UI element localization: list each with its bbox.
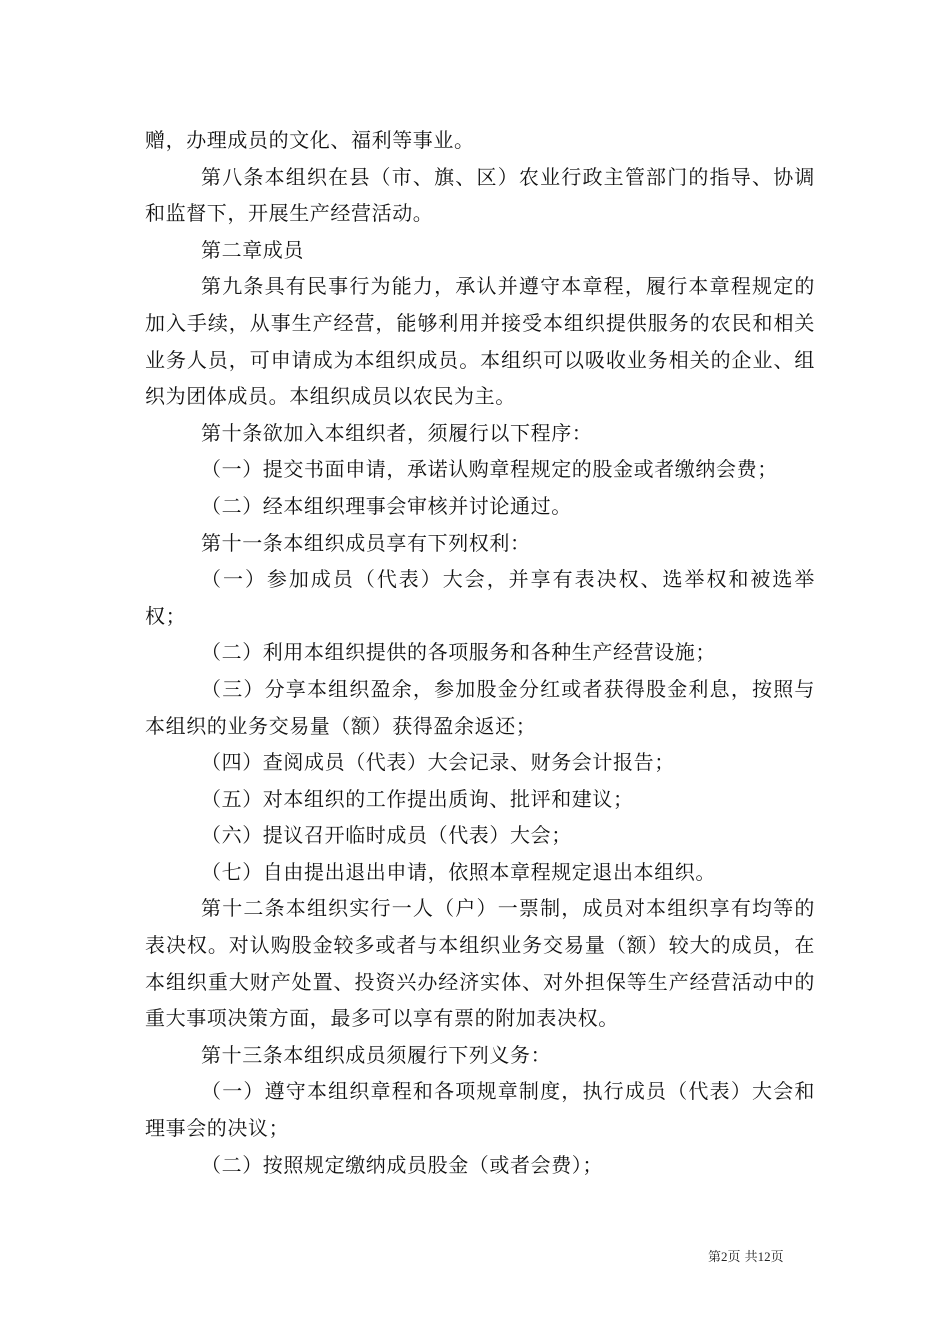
list-item: （四）查阅成员（代表）大会记录、财务会计报告； (201, 750, 675, 775)
footer-prefix: 第 (708, 1250, 722, 1265)
paragraph-article-10: 第十条欲加入本组织者，须履行以下程序： (201, 420, 593, 445)
footer-middle: 页 共 (727, 1250, 758, 1265)
document-body (145, 122, 815, 1183)
paragraph-article-9: 第九条具有民事行为能力，承认并遵守本章程，履行本章程规定的加入手续，从事生产经营，能够利用并接受本组织提供服务的农民和相关业务人员，可申请成为本组织成员。本组织可以吸收业务相关的企业、组织为团体成员。本组织成员以农民为主。 (145, 274, 815, 409)
list-item: （一）遵守本组织章程和各项规章制度，执行成员（代表）大会和理事会的决议； (145, 1079, 815, 1141)
list-item: （六）提议召开临时成员（代表）大会； (201, 823, 572, 848)
current-page-number: 2 (721, 1249, 728, 1264)
list-item: （一）参加成员（代表）大会，并享有表决权、选举权和被选举权； (145, 567, 815, 628)
paragraph-article-11: 第十一条本组织成员享有下列权利： (201, 530, 531, 555)
list-item: （三）分享本组织盈余，参加股金分红或者获得股金利息，按照与本组织的业务交易量（额）获得盈余返还； (145, 676, 815, 738)
paragraph-article-12: 第十二条本组织实行一人（户）一票制，成员对本组织享有均等的表决权。对认购股金较多或者与本组织业务交易量（额）较大的成员，在本组织重大财产处置、投资兴办经济实体、对外担保等生产经营活动中的重大事项决策方面，最多可以享有票的附加表决权。 (145, 896, 815, 1031)
list-item: （二）按照规定缴纳成员股金（或者会费）； (201, 1152, 603, 1177)
list-item: （一）提交书面申请，承诺认购章程规定的股金或者缴纳会费； (201, 457, 778, 482)
paragraph-article-8: 第八条本组织在县（市、旗、区）农业行政主管部门的指导、协调和监督下，开展生产经营活动。 (145, 164, 815, 226)
chapter-heading: 第二章成员 (201, 237, 304, 262)
list-item: （七）自由提出退出申请，依照本章程规定退出本组织。 (201, 859, 716, 884)
total-pages-number: 12 (757, 1249, 771, 1264)
list-item: （二）经本组织理事会审核并讨论通过。 (201, 493, 572, 518)
page-number-footer (708, 1248, 784, 1267)
list-item: （二）利用本组织提供的各项服务和各种生产经营设施； (201, 640, 716, 665)
paragraph-article-13: 第十三条本组织成员须履行下列义务： (201, 1042, 552, 1067)
list-item: （五）对本组织的工作提出质询、批评和建议； (201, 786, 634, 811)
paragraph: 赠，办理成员的文化、福利等事业。 (145, 128, 475, 152)
footer-suffix: 页 (770, 1250, 784, 1265)
